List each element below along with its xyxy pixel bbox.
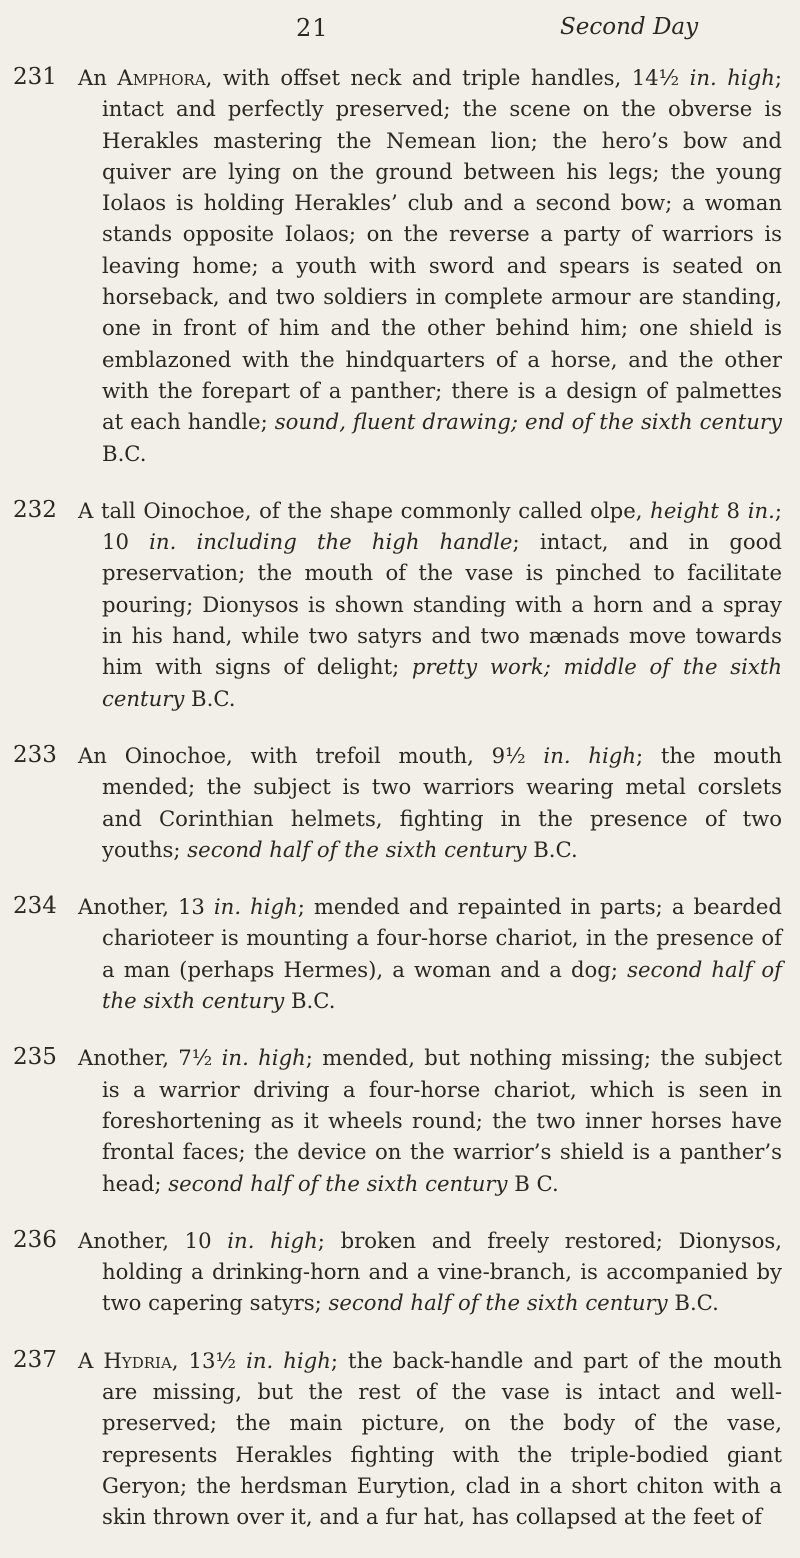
lot-description-text: B C. — [507, 1170, 559, 1196]
lot-entry — [0, 740, 800, 865]
lot-entry — [0, 891, 800, 1016]
lot-description-text: B.C. — [102, 440, 147, 466]
lot-entry — [0, 1225, 800, 1319]
lot-description-text: height — [650, 497, 719, 523]
lot-description-text: in. high — [213, 894, 298, 920]
lot-description-text: ; mended and repainted in parts; a bearded charioteer is mounting a four-horse chariot, in the presence of a man (perhaps Hermes), a woman and a dog; — [102, 894, 782, 982]
lot-description-text: pretty work; middle of the sixth century — [102, 654, 782, 711]
lot-number: 234 — [13, 893, 57, 920]
lot-description-text: ; 10 — [102, 497, 782, 555]
lot-list — [0, 62, 800, 1558]
lot-description-text: second half of the sixth century — [328, 1290, 668, 1316]
lot-description-text: ; broken and freely restored; Dionysos, holding a drinking-horn and a vine-branch, is accompanied by two capering satyrs; — [102, 1227, 782, 1316]
lot-description-text: 8 — [718, 497, 748, 523]
lot-description-text: ; intact and perfectly preserved; the scene on the obverse is Herakles mastering the Nemean lion; the hero’s bow and quiver are lying on the ground between his legs; the young Iolaos is holding Herakles’ club and a second bow; a woman stands opposite Iolaos; on the reverse a party of warriors is leaving home; a youth with sword and spears is seated on horseback, and two soldiers in complete armour are standing, one in front of him and the other behind him; one shield is emblazoned with the hindquarters of a horse, and the other with the forepart of a panther; there is a design of palmettes at each handle; — [102, 65, 782, 435]
lot-description-text: A tall Oinochoe, of the shape commonly called olpe, — [78, 497, 651, 523]
lot-description-text: B.C. — [284, 988, 336, 1014]
lot-description-text: in. high — [221, 1045, 306, 1071]
lot-description-text: ; the back-handle and part of the mouth are missing, but the rest of the vase is intact and well-preserved; the main picture, on the body of the vase, represents Herakles fighting with the triple-bodied giant Geryon; the herdsman Eurytion, clad in a short chiton with a skin thrown over it, and a fur hat, has collapsed at the feet of — [102, 1347, 782, 1530]
lot-description-text: B.C. — [667, 1290, 719, 1316]
sale-day-label: Second Day — [560, 14, 699, 40]
lot-description-text: ; mended, but nothing missing; the subject is a warrior driving a four-horse chariot, which is seen in foreshortening as it wheels round; the two inner horses have frontal faces; the device on the warrior’s shield is a panther’s head; — [102, 1045, 782, 1196]
lot-description-text: in. including the high handle — [149, 529, 513, 555]
lot-number: 231 — [13, 64, 57, 90]
lot-description-text: B.C. — [526, 836, 578, 862]
lot-description — [78, 740, 782, 865]
lot-description-text: Amphora — [117, 65, 206, 90]
lot-description — [78, 1345, 782, 1533]
lot-entry — [0, 62, 800, 469]
lot-number: 236 — [13, 1226, 57, 1253]
lot-description-text: Another, 10 — [78, 1227, 228, 1253]
lot-description — [78, 891, 782, 1016]
lot-description-text: Another, 7½ — [78, 1045, 222, 1071]
lot-description — [78, 1225, 782, 1319]
lot-description-text: in. high — [246, 1347, 331, 1373]
lot-description — [78, 62, 782, 469]
lot-description-text: second half of the sixth century — [187, 836, 527, 862]
lot-description-text: second half of the sixth century — [102, 956, 782, 1014]
lot-description-text: in. — [747, 497, 775, 523]
lot-description-text: sound, fluent drawing; end of the sixth century — [274, 409, 782, 435]
lot-description-text: second half of the sixth century — [168, 1170, 508, 1196]
page-header — [0, 14, 800, 54]
lot-number: 237 — [13, 1346, 57, 1373]
lot-description-text: in. high — [227, 1227, 318, 1253]
page-number: 21 — [296, 14, 329, 42]
lot-description-text: ; intact, and in good preservation; the mouth of the vase is pinched to facilitate pouring; Dionysos is shown standing with a horn and a spray in his hand, while two satyrs and two mænads move towards him with signs of delight; — [102, 529, 782, 680]
lot-description — [78, 1042, 782, 1198]
lot-description-text: B.C. — [184, 685, 236, 711]
lot-number: 233 — [13, 741, 57, 768]
lot-description — [78, 495, 782, 714]
lot-description-text: Another, 13 — [78, 894, 214, 920]
lot-description-text: , with offset neck and triple handles, 14½ — [205, 65, 690, 90]
lot-description-text: Hydria — [103, 1347, 172, 1373]
lot-number: 235 — [13, 1044, 57, 1071]
lot-entry — [0, 1345, 800, 1533]
lot-description-text: A — [78, 1347, 104, 1373]
lot-description-text: in. high — [689, 65, 775, 90]
lot-description-text: , 13½ — [171, 1347, 247, 1373]
lot-entry — [0, 495, 800, 714]
lot-description-text: An Oinochoe, with trefoil mouth, 9½ — [78, 742, 544, 768]
lot-description-text: in. high — [543, 742, 636, 768]
lot-description-text: An — [78, 65, 118, 90]
lot-number: 232 — [13, 496, 57, 523]
lot-description-text: ; the mouth mended; the subject is two warriors wearing metal corslets and Corinthian helmets, fighting in the presence of two youths; — [102, 742, 782, 862]
lot-entry — [0, 1042, 800, 1198]
